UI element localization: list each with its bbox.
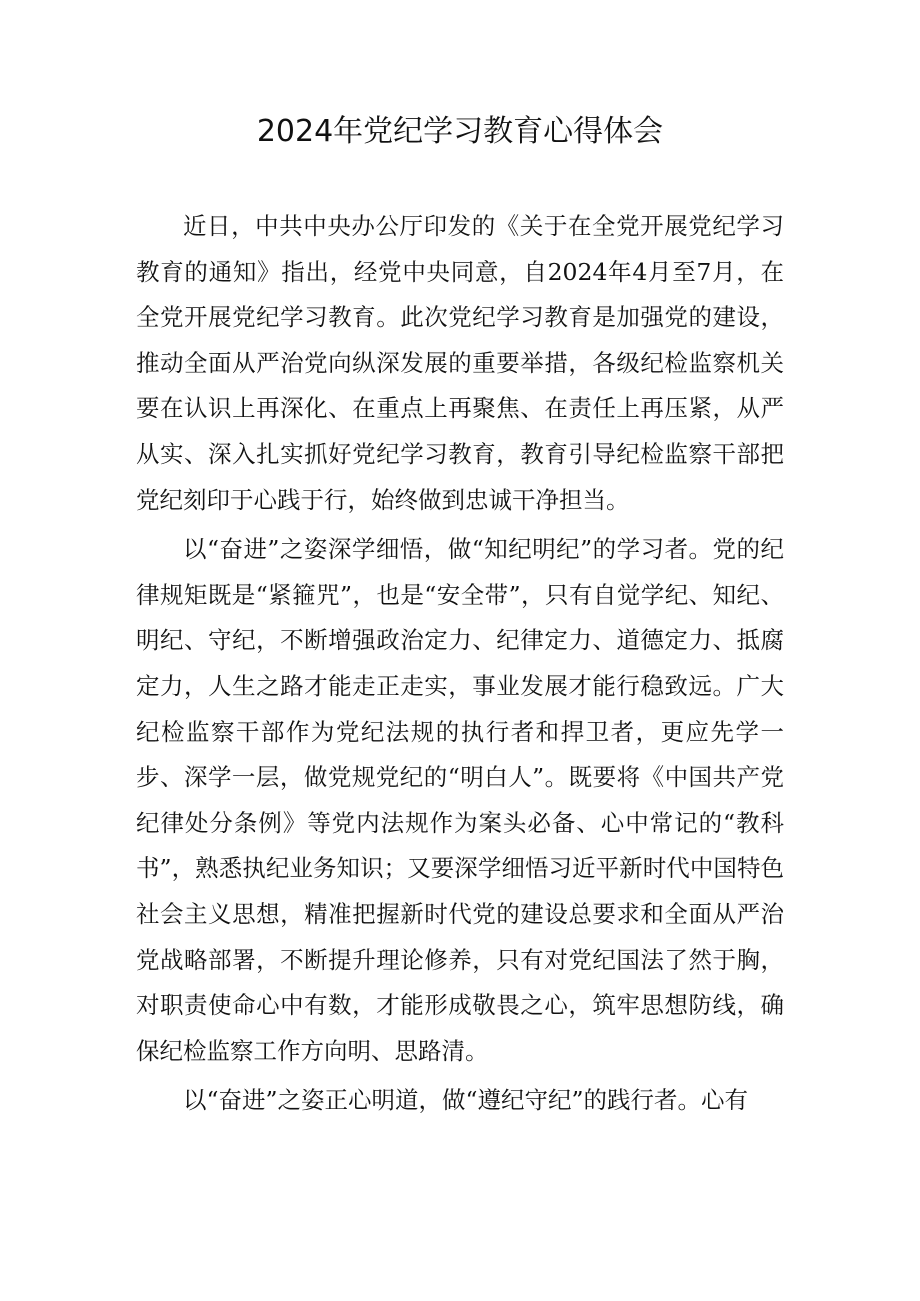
document-title: 2024年党纪学习教育心得体会 <box>256 114 664 149</box>
paragraph-learner: 以“奋进”之姿深学细悟，做“知纪明纪”的学习者。党的纪律规矩既是“紧箍咒”，也是“安全带”，只有自觉学纪、知纪、明纪、守纪，不断增强政治定力、纪律定力、道德定力、抵腐定力，人生之路才能走正走实，事业发展才能行稳致远。广大纪检监察干部作为党纪法规的执行者和捍卫者，更应先学一步、深学一层，做党规党纪的“明白人”。既要将《中国共产党纪律处分条例》等党内法规作为案头必备、心中常记的“教科书”，熟悉执纪业务知识；又要深学细悟习近平新时代中国特色社会主义思想，精准把握新时代党的建设总要求和全面从严治党战略部署，不断提升理论修养，只有对党纪国法了然于胸，对职责使命心中有数，才能形成敬畏之心，筑牢思想防线，确保纪检监察工作方向明、思路清。 <box>136 535 784 1065</box>
document-body <box>136 204 784 1128</box>
paragraph-intro: 近日，中共中央办公厅印发的《关于在全党开展党纪学习教育的通知》指出，经党中央同意，自2024年4月至7月，在全党开展党纪学习教育。此次党纪学习教育是加强党的建设，推动全面从严治党向纵深发展的重要举措，各级纪检监察机关要在认识上再深化、在重点上再聚焦、在责任上再压紧，从严从实、深入扎实抓好党纪学习教育，教育引导纪检监察干部把党纪刻印于心践于行，始终做到忠诚干净担当。 <box>136 212 784 514</box>
paragraph-practitioner: 以“奋进”之姿正心明道，做“遵纪守纪”的践行者。心有 <box>183 1086 749 1115</box>
